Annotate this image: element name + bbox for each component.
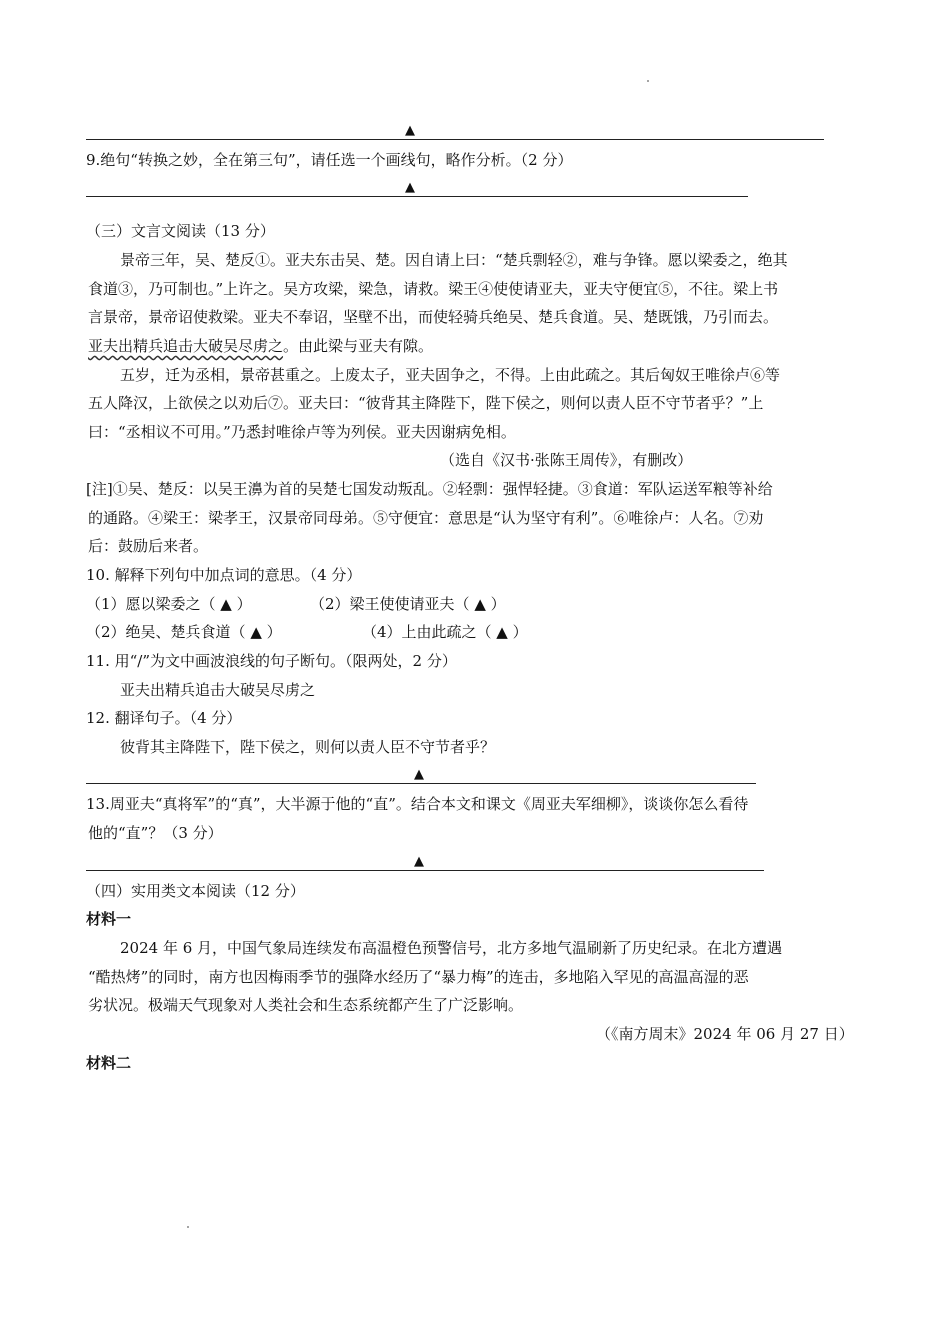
material-1-line: 劣状况。极端天气现象对人类社会和生态系统都产生了广泛影响。 <box>88 996 524 1014</box>
answer-mark: ▲ <box>414 767 424 782</box>
question-13-line: 13.周亚夫“真将军”的“真”，大半源于他的“直”。结合本文和课文《周亚夫军细柳》，谈谈你怎么看待 <box>86 795 749 813</box>
material-1-label: 材料一 <box>86 910 132 928</box>
passage-line: 食道③，乃可制也。”上许之。吴方攻梁，梁急，请救。梁王④使使请亚夫，亚夫守便宜⑤，不往。梁上书 <box>88 280 779 298</box>
wavy-underlined-sentence: 亚夫出精兵追击大破吴尽虏之 <box>88 337 284 355</box>
section-title: （四）实用类文本阅读（12 分） <box>86 882 305 900</box>
answer-line[interactable] <box>86 196 748 197</box>
passage-text: 。由此梁与亚夫有隙。 <box>283 337 434 355</box>
note-line: 的通路。④梁王：梁孝王，汉景帝同母弟。⑤守便宜：意思是“认为坚守有利”。⑥唯徐卢：人名。⑦劝 <box>88 509 764 527</box>
question-10-title: 10. 解释下列句中加点词的意思。（4 分） <box>86 566 362 584</box>
answer-mark: ▲ <box>405 180 415 195</box>
question-10-item-4[interactable]: （4）上由此疏之（ ▲ ） <box>362 623 528 641</box>
passage-line: 言景帝，景帝诏使救梁。亚夫不奉诏，坚壁不出，而使轻骑兵绝吴、楚兵食道。吴、楚既饿，乃引而去。 <box>88 308 779 326</box>
question-12-sentence: 彼背其主降陛下，陛下侯之，则何以责人臣不守节者乎？ <box>120 738 496 756</box>
question-11-title: 11. 用“/”为文中画波浪线的句子断句。（限两处，2 分） <box>86 652 457 670</box>
question-10-item-2[interactable]: （2）梁王使使请亚夫（ ▲ ） <box>310 595 506 613</box>
question-13-line: 他的“直”？（3 分） <box>88 824 223 842</box>
answer-line[interactable] <box>86 870 764 871</box>
scan-dot <box>187 1226 189 1228</box>
material-1-line: “酷热烤”的同时，南方也因梅雨季节的强降水经历了“暴力梅”的连击，多地陷入罕见的高温高湿的恶 <box>88 968 749 986</box>
question-9: 9.绝句“转换之妙，全在第三句”，请任选一个画线句，略作分析。（2 分） <box>86 151 573 169</box>
answer-line[interactable] <box>86 783 756 784</box>
note-line: [注]①吴、楚反：以吴王濞为首的吴楚七国发动叛乱。②轻剽：强悍轻捷。③食道：军队运送军粮等补给 <box>86 480 773 498</box>
passage-line: 五人降汉，上欲侯之以劝后⑦。亚夫曰：“彼背其主降陛下，陛下侯之，则何以责人臣不守节者乎？”上 <box>88 394 764 412</box>
passage-line: 五岁，迁为丞相，景帝甚重之。上废太子，亚夫固争之，不得。上由此疏之。其后匈奴王唯徐卢⑥等 <box>120 366 781 384</box>
material-2-label: 材料二 <box>86 1054 132 1072</box>
scan-dot <box>647 80 649 82</box>
question-10-item-3[interactable]: （2）绝吴、楚兵食道（ ▲ ） <box>86 623 282 641</box>
passage-line <box>88 332 433 361</box>
answer-mark: ▲ <box>414 854 424 869</box>
section-title: （三）文言文阅读（13 分） <box>86 222 275 240</box>
material-1-source: （《南方周末》2024 年 06 月 27 日） <box>596 1025 854 1043</box>
answer-mark: ▲ <box>405 123 415 138</box>
material-1-line: 2024 年 6 月，中国气象局连续发布高温橙色预警信号，北方多地气温刷新了历史纪录。在北方遭遇 <box>120 939 783 957</box>
source-citation: （选自《汉书·张陈王周传》，有删改） <box>440 451 693 469</box>
passage-line: 曰：“丞相议不可用。”乃悉封唯徐卢等为列侯。亚夫因谢病免相。 <box>88 423 516 441</box>
question-10-item-1[interactable]: （1）愿以梁委之（ ▲ ） <box>86 595 252 613</box>
note-line: 后：鼓励后来者。 <box>88 537 209 555</box>
question-12-title: 12. 翻译句子。（4 分） <box>86 709 242 727</box>
passage-line: 景帝三年，吴、楚反①。亚夫东击吴、楚。因自请上曰：“楚兵剽轻②，难与争锋。愿以梁委之，绝其 <box>120 251 788 269</box>
answer-line[interactable] <box>86 139 824 140</box>
question-11-sentence: 亚夫出精兵追击大破吴尽虏之 <box>120 681 316 699</box>
